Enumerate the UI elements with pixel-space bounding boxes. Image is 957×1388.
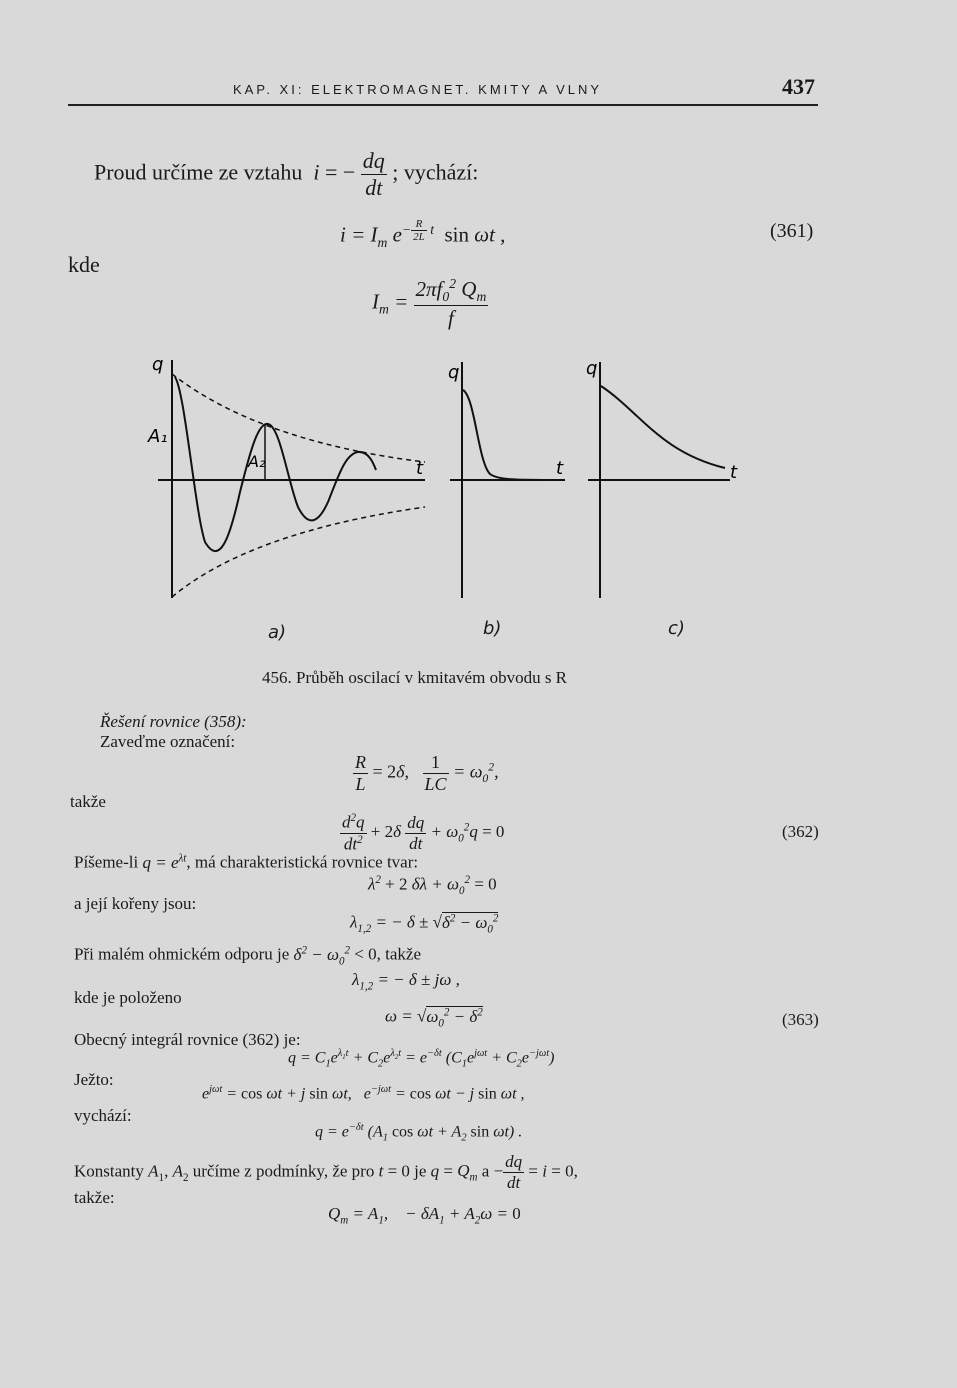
figure-label-b: b)	[483, 618, 502, 639]
equation-number-361: (361)	[770, 220, 814, 242]
obecny-text: Obecný integrál rovnice (362) je:	[74, 1030, 301, 1049]
upper-envelope	[172, 374, 425, 462]
figure-label-c: c)	[668, 618, 685, 639]
complex-roots: $\lambda_{1,2}$ = − δ ± jω ,	[352, 970, 460, 993]
jezto-text: Ježto:	[74, 1070, 114, 1089]
konstanty-tail: určíme z podmínky, že pro	[192, 1161, 375, 1181]
axis-t-label-b: t	[556, 458, 564, 479]
real-solution: $q = e^{-\delta t}$ ($A_1$ $\cos \omega t + A_2$ sin ωt) .	[315, 1122, 523, 1144]
takze-label-2: takže:	[74, 1188, 115, 1207]
page-number: 437	[782, 74, 815, 99]
axis-t-label-a: t	[416, 458, 424, 479]
equation-im: $I_m$ = $\frac{2\pi f_0^2 Q_m}{f}$	[372, 276, 487, 331]
characteristic-equation: $\lambda^2 + 2$ $\delta\lambda + \omega_0^2 = 0$	[368, 874, 497, 898]
intro-tail: ; vychází:	[392, 159, 479, 185]
damped-oscillation-curve	[175, 377, 376, 551]
initial-conditions: $Q_m = A_1$, − $\delta A_1 + A_2\omega = 0$	[328, 1204, 521, 1227]
header-rule	[68, 104, 818, 106]
overdamped-curve	[601, 386, 725, 468]
intro-text: Proud určíme ze vztahu	[94, 159, 303, 185]
lower-envelope	[172, 507, 425, 597]
intro-line: Proud určíme ze vztahu i = − $\frac{dq}{dt}$ ; vychází:	[94, 148, 479, 200]
piseme-line: Píšeme-li $q = e^{\lambda t}$, má charakteristická rovnice tvar:	[74, 852, 419, 872]
piseme-text: Píšeme-li	[74, 852, 139, 872]
takze-label-1: takže	[70, 792, 106, 811]
zavedme-text: Zaveďme označení:	[100, 732, 236, 751]
koreny-text: a její kořeny jsou:	[74, 894, 197, 913]
general-solution: $q = C_1e^{\lambda_1t} + C_2e^{\lambda_2t} = e^{-\delta t}$ $(C_1e^{j\omega t} + C_2e^{-j\omega t})$	[288, 1048, 555, 1070]
vychazi-text: vychází:	[74, 1106, 132, 1125]
im-fraction: $\frac{2\pi f_0^2 Q_m}{f}$	[415, 276, 487, 331]
equation-363: $\omega = √\omega_0^2 - \delta^2$	[385, 1006, 483, 1030]
a1-label: A₁	[148, 426, 168, 447]
equation-number-363: (363)	[782, 1010, 819, 1029]
reseni-heading: Řešení rovnice (358):	[100, 712, 247, 731]
equation-number-362: (362)	[782, 822, 819, 841]
axis-q-label-a: q	[152, 354, 164, 375]
equation-definitions: $\frac{R}{L}$ = 2δ, $\frac{1}{LC}$ = $\omega_0^2$,	[355, 752, 499, 794]
figure-caption: 456. Průběh oscilací v kmitavém obvodu s R	[262, 668, 568, 687]
kde-label: kde	[68, 252, 100, 277]
critical-damping-curve	[463, 390, 560, 480]
euler-formula: $e^{j\omega t} = \cos \omega t + j$ sin ωt, $e^{-j\omega t} = \cos \omega t - j$ sin ωt ,	[202, 1084, 525, 1103]
oscillation-figure	[140, 352, 760, 612]
axis-t-label-c: t	[730, 462, 738, 483]
axis-q-label-b: q	[448, 362, 460, 383]
pri-malem-text: Při malém ohmickém odporu je	[74, 944, 290, 964]
pri-malem-line: Při malém ohmickém odporu je $\delta^2 - \omega_0^2 < 0$, takže	[74, 944, 421, 968]
equation-361: $i = I_m$ $e^{- \frac{R}{2L} t}$ sin ωt ,	[340, 218, 506, 250]
pri-malem-tail: , takže	[376, 944, 421, 964]
roots-equation: $\lambda_{1,2}$ = − $\delta \pm √\delta^2 - \omega_0^2$	[350, 912, 499, 936]
kde-je-text: kde je položeno	[74, 988, 182, 1007]
figure-label-a: a)	[268, 622, 287, 643]
running-header: KAP. XI: ELEKTROMAGNET. KMITY A VLNY	[233, 82, 603, 97]
konstanty-text: Konstanty	[74, 1161, 144, 1181]
a2-label: A₂	[248, 452, 266, 471]
axis-q-label-c: q	[586, 358, 598, 379]
konstanty-line: Konstanty $A_1$, $A_2$ určíme z podmínky, že pro t = 0 je $q = Q_m$ a − $\frac{dq}{dt}$ = i = 0,	[74, 1152, 578, 1192]
dq-dt-fraction: $\frac{dq}{dt}$	[362, 148, 385, 200]
equation-362: $\frac{d^2q}{dt^2}$ + 2δ $\frac{dq}{dt}$ + $\omega_0^2q = 0$	[342, 812, 505, 854]
piseme-tail: , má charakteristická rovnice tvar:	[186, 852, 419, 872]
